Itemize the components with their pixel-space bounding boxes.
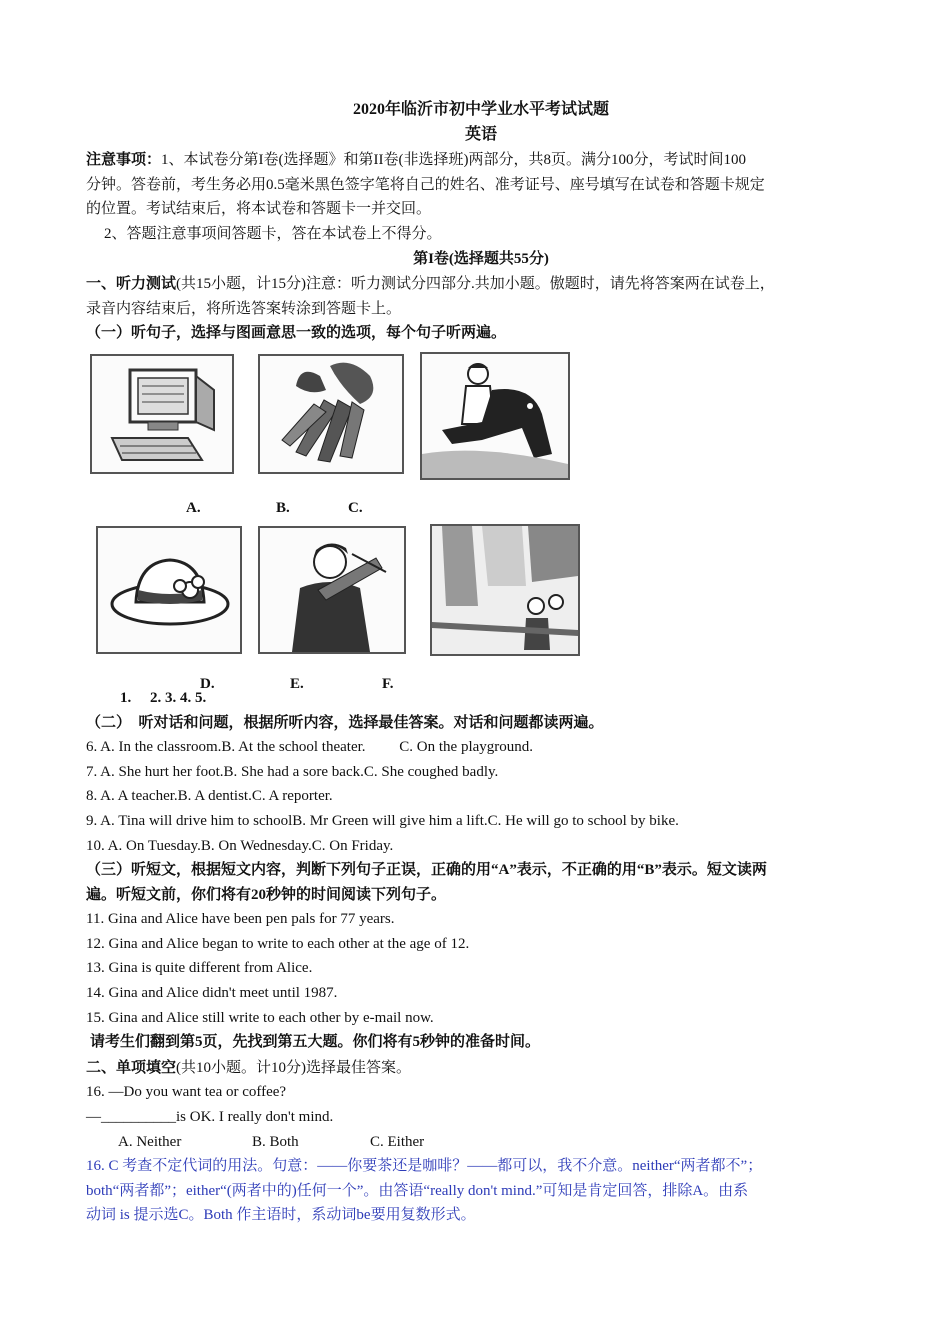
computer-icon [90, 354, 234, 474]
section2-instruction: 选择最佳答案。 [306, 1059, 412, 1076]
section1-note: 注意：听力测试分四部分.共加小题。傲题时，请先将答案两在试卷上， [306, 276, 775, 293]
picture-label-d: D. [200, 675, 215, 692]
question-9: 9. A. Tina will drive him to schoolB. Mr Green will give him a lift.C. He will go to school by bike. [86, 812, 679, 829]
question-7: 7. A. She hurt her foot.B. She had a sore back.C. She coughed badly. [86, 763, 499, 780]
picture-grid [86, 346, 876, 692]
section2-label: 二、单项填空 [86, 1057, 177, 1076]
notes-line-3: 的位置。考试结束后，将本试卷和答题卡一并交回。 [86, 201, 432, 218]
notes-text-1: 1、本试卷分第I卷(选择题》和第II卷(非选择班)两部分，共8页。满分100分，考试时间100 [161, 152, 746, 169]
picture-label-c: C. [348, 499, 363, 516]
exam-title: 2020年临沂市初中学业水平考试试题 [352, 101, 609, 118]
notes-line-4: 2、答题注意事项间答题卡，答在本试卷上不得分。 [104, 225, 442, 242]
question-6: 6. A. In the classroom.B. At the school theater. C. On the playground. [86, 739, 534, 756]
listening-part2-heading: （二） 听对话和问题，根据所听内容，选择最佳答案。对话和问题都读两遍。 [86, 714, 604, 731]
answer-explanation-3: 动词 is 提示选C。Both 作主语时，系动词be要用复数形式。 [86, 1207, 476, 1224]
violin-player-icon [258, 526, 406, 654]
notes-line-1 [86, 147, 876, 173]
picture-label-e: E. [290, 675, 304, 692]
listening-part3-heading-2: 遍。听短文前，你们将有20秒钟的时间阅读下列句子。 [86, 886, 447, 903]
question-12: 12. Gina and Alice began to write to each other at the age of 12. [86, 935, 470, 952]
picture-label-a: A. [186, 499, 201, 516]
question-10: 10. A. On Tuesday.B. On Wednesday.C. On Friday. [86, 837, 394, 854]
answer-explanation-2: both“两者都”；either“(两者中的)任何一个”。由答语“really don't mind.”可知是肯定回答，排除A。由系 [86, 1182, 749, 1199]
question-16: 16. —Do you want tea or coffee? [86, 1084, 287, 1101]
option-a: A. Neither [118, 1133, 182, 1150]
turn-page-note: 请考生们翻到第5页，先找到第五大题。你们将有5秒钟的准备时间。 [90, 1034, 541, 1051]
carrots-icon [258, 354, 404, 474]
notes-label: 注意事项： [86, 150, 162, 169]
question-16-reply: —__________is OK. I really don't mind. [86, 1109, 334, 1126]
answer-explanation-1: 16. C 考查不定代词的用法。句意：——你要茶还是咖啡？——都可以，我不介意。neither“两者都不”； [86, 1158, 763, 1175]
question-14: 14. Gina and Alice didn't meet until 1987. [86, 985, 338, 1002]
question-15: 15. Gina and Alice still write to each other by e-mail now. [86, 1009, 434, 1026]
waterfall-icon [430, 524, 580, 656]
question-13: 13. Gina is quite different from Alice. [86, 960, 313, 977]
option-b: B. Both [252, 1133, 299, 1150]
part1-title: 第I卷(选择题共55分) [413, 250, 549, 267]
exam-page [86, 96, 876, 1228]
question-11: 11. Gina and Alice have been pen pals for 77 years. [86, 911, 395, 928]
hat-icon [96, 526, 242, 654]
section1-label: 一、听力测试 [86, 274, 177, 293]
horse-rider-icon [420, 352, 570, 480]
picture-label-b: B. [276, 499, 290, 516]
listening-part3-heading-1: （三）听短文，根据短文内容，判断下列句子正误，正确的用“A”表示，不正确的用“B”表示。短文读两 [86, 862, 767, 879]
section1-count: (共15小题，计15分) [176, 276, 307, 293]
question-8: 8. A. A teacher.B. A dentist.C. A reporter. [86, 788, 333, 805]
exam-subject: 英语 [464, 125, 497, 143]
section2-count: (共10小题。计10分) [176, 1059, 307, 1076]
question-16-options [86, 1130, 876, 1155]
question-numbers-1-5: 1. 2. 3. 4. 5. [120, 689, 207, 706]
section2-header [86, 1055, 876, 1081]
listening-part1-heading: （一）听句子，选择与图画意思一致的选项，每个句子听两遍。 [86, 325, 507, 342]
section1-header [86, 271, 876, 297]
option-c: C. Either [370, 1133, 425, 1150]
notes-line-2: 分钟。答卷前，考生务必用0.5毫米黑色签字笔将自己的姓名、准考证号、座号填写在试卷和答题卡规定 [86, 176, 765, 193]
section1-note-2: 录音内容结束后，将所选答案转涂到答题卡上。 [86, 300, 402, 317]
picture-label-f: F. [382, 675, 394, 692]
